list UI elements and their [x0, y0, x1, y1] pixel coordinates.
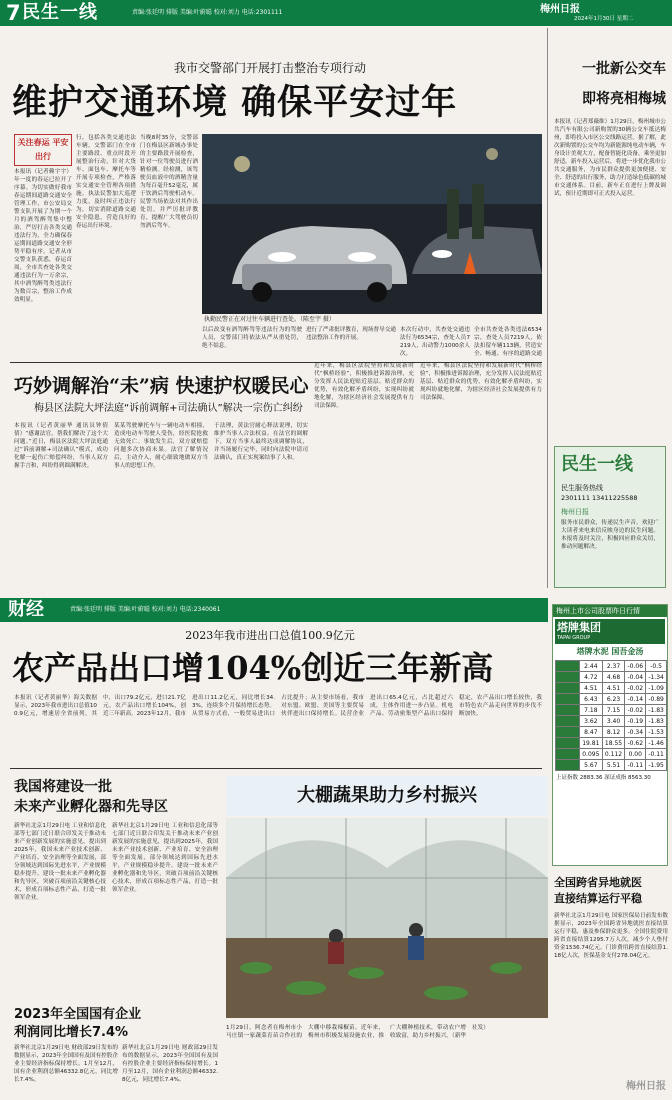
stock-cell: -1.83 — [646, 705, 667, 716]
stock-cell: 0.095 — [580, 749, 603, 760]
stock-logo: 塔牌集团 — [557, 621, 601, 634]
header-meta: 责编:张廷明 排版 美编:叶蔚聪 校对:刘力 电话:2301111 — [132, 9, 283, 16]
stock-cell: 3.62 — [580, 716, 603, 727]
stock-cell: 18.55 — [602, 738, 625, 749]
soe-body: 新华社北京1月29日电 财政部29日发布的数据显示，2023年全国国有及国有控股企业主要经济指标保持增长。1月至12月，国有企业利润总额46332.8亿元，同比增长7.4%。 — [14, 1045, 118, 1083]
stock-row — [556, 672, 667, 683]
hotline-label: 民生服务热线 — [561, 484, 603, 492]
stock-row — [556, 727, 667, 738]
stock-cell: -0.14 — [625, 694, 646, 705]
stock-row — [556, 705, 667, 716]
soe-headline-2: 利润同比增长7.4% — [14, 1025, 129, 1040]
insurance-headline-1: 全国跨省异地就医 — [554, 876, 642, 889]
traffic-photo — [202, 134, 542, 314]
stock-cell: -0.06 — [625, 661, 646, 672]
stock-code-cell — [556, 661, 580, 672]
divider — [10, 768, 542, 769]
stock-cell: -0.19 — [625, 716, 646, 727]
stock-cell: 2.44 — [580, 661, 603, 672]
hotline-number: 2301111 13411225588 — [561, 494, 638, 502]
stock-cell: 7.15 — [602, 705, 625, 716]
lead-col2: 行，包括各类交通违法车辆。交警部门在全市主要路段、重点时段开展整治行动，针对大货车、面包车、摩托车等开展专项检查，严格落实交通安全管理各项措施。执法民警加大巡逻力度，及时纠正违法行为，切实消除道路交通安全隐患，营造良好的春运出行环境。 — [76, 135, 136, 229]
stock-cell: -0.04 — [625, 672, 646, 683]
insurance-body: 新华社北京1月29日电 国家医保局日前发布数据显示，2023年全国跨省异地就医直接结算运行平稳，惠及参保群众更多。全国住院费用跨省直接结算1295.7万人次，减少个人垫付资金1536.74亿元。门诊费用跨省直接结算1.18亿人次，医保基金支付278.04亿元。 — [554, 913, 668, 959]
stock-cell: 8.12 — [602, 727, 625, 738]
lead-headline: 维护交通环境 确保平安过年 — [12, 82, 458, 123]
finance-kicker: 2023年我市进出口总值100.9亿元 — [185, 629, 355, 642]
lead-bottom2: 进行了严肃批评教育，现场督导交通违法整治工作的开展。 — [306, 327, 396, 341]
greenhouse-headline: 大棚蔬果助力乡村振兴 — [297, 785, 477, 806]
stock-cell: 6.23 — [602, 694, 625, 705]
stock-cell: -0.62 — [625, 738, 646, 749]
lead-col1: 本报讯（记者赖宇宇）年一度的春运已拉开了序幕。为切实做好我市春运期间道路交通安全管理工作，市公安局交警支队开展了为期一个月的酒驾醉驾集中整治，严厉打击各类交通违法行为，全力确保春运期间道路交通安全形势平稳有序。记者从市交警支队获悉，春运首周，全市共查处各类交通违法行为一万余宗，其中酒驾醉驾类违法行为数百宗，整治工作成效明显。 — [14, 169, 72, 303]
stock-row — [556, 716, 667, 727]
bus-body: 本报讯（记者郑薇维）1月29日，梅州城市公共汽车有限公司新购置的30辆公交车抵达梅州，即将投入市区公交线路运营。据了解，此次新购置的公交车均为新能源纯电动车辆，车身设计美观大方，配备智能化设备，乘坐更加舒适。新车投入运营后，将进一步优化我市公共交通服务，为市民群众提供更加便捷、安全、舒适的出行服务，助力打造绿色低碳的城市交通体系。目前，新车正在进行上牌及调试，预计近期即可正式投入运营。 — [554, 119, 666, 197]
stock-cell: 4.68 — [602, 672, 625, 683]
stock-cell: -1.09 — [646, 683, 667, 694]
greenhouse-photo — [226, 818, 548, 1018]
stock-cell: 3.40 — [602, 716, 625, 727]
stock-code-cell — [556, 738, 580, 749]
stock-code-cell — [556, 694, 580, 705]
stock-cell: -1.83 — [646, 716, 667, 727]
lead-kicker: 我市交警部门开展打击整治专项行动 — [173, 61, 366, 75]
photo-caption: 执勤民警正在对过往车辆进行查处。（陈至宇 摄） — [204, 316, 335, 323]
stock-cell: 2.37 — [602, 661, 625, 672]
stock-cell: -0.89 — [646, 694, 667, 705]
lead-badge-label: 关注春运 平安出行 — [17, 138, 69, 161]
stock-cell: -0.34 — [625, 727, 646, 738]
incubator-body-2: 新华社北京1月29日电 工业和信息化部等七部门近日联合印发关于推动未来产业创新发展的实施意见，提出到2025年，我国未来产业技术创新、产业培育、安全治理等全面发展，部分领域达到国际先进水平，产业规模稳步提升。建设一批未来产业孵化器和先导区，突破百项前沿关键核心技术，形成百项标志性产品，打造一批领军企业。 — [112, 823, 218, 893]
stock-row — [556, 694, 667, 705]
bus-headline-1: 一批新公交车 — [582, 61, 666, 77]
stock-row — [556, 738, 667, 749]
incubator-headline-2: 未来产业孵化器和先导区 — [14, 799, 168, 815]
minsheng-box — [554, 446, 666, 588]
minsheng-body: 服务市民群众，传递民生声音，欢迎广大读者来电来信反映身边的民生问题。本报将及时关注，积极回应群众关切，推动问题解决。 — [561, 520, 659, 550]
lead-stats: 全市共查处各类违法6534宗，查处人员7219人，依法扣留车辆113辆，营造安全、畅通、有序的道路交通 — [474, 327, 542, 357]
court-col3: 于法理，黄法官耐心释法说理，切实维护当事人合法权益。在法官的调解下，双方当事人最终达成调解协议，并当场履行完毕，同时向法院申请司法确认，真正实现案结事了人和。 — [214, 423, 308, 461]
stock-slogan: 塔牌水泥 国吾金汤 — [576, 647, 644, 656]
court-headline: 巧妙调解治“未”病 快速护权暖民心 — [14, 375, 309, 397]
stock-cell: 4.72 — [580, 672, 603, 683]
soe-body-2: 新华社北京1月29日电 财政部29日发布的数据显示，2023年全国国有及国有控股企业主要经济指标保持增长。1月至12月，国有企业利润总额46332.8亿元，同比增长7.4%。 — [122, 1045, 218, 1083]
stock-cell: -1.34 — [646, 672, 667, 683]
paper-name: 梅州日报 — [540, 4, 580, 15]
finance-headline: 农产品出口增104%创近三年新高 — [12, 649, 494, 687]
finance-header — [0, 598, 548, 622]
stock-cell: 0.00 — [625, 749, 646, 760]
lead-bottom3: 本次行动中，共查处交通违法行为6534宗，查处人员7219人，出动警力1000余人次。 — [400, 327, 470, 357]
greenhouse-caption: 1月29日，阿念者在梅州市小马庄镇一家蔬菜育苗合作社的大棚中移栽辣椒苗。近年来，梅州市积极发展设施农业，推广大棚种植技术，带动农户增收致富，助力乡村振兴。（新华社发） — [226, 1025, 489, 1039]
stock-code-cell — [556, 683, 580, 694]
stock-cell: 6.43 — [580, 694, 603, 705]
lead-col3: 当晚8时35分，交警部门在梅县区新城办事处的主要路段开展检查，针对一位驾驶员进行酒精检测。经检测，该驾驶员血液中的酒精含量为每百毫升52毫克，属于饮酒后驾驶机动车。民警当场依法对其作出处罚，并严厉批评教育，提醒广大驾驶员切勿酒后驾车。 — [140, 135, 198, 229]
stock-cell: -1.46 — [646, 738, 667, 749]
stock-cell: 5.67 — [580, 760, 603, 771]
page-header — [0, 0, 672, 26]
lead-badge — [14, 134, 72, 166]
header-date: 2024年1月30日 星期二 — [574, 16, 634, 22]
soe-headline-1: 2023年全国国有企业 — [14, 1007, 142, 1022]
page-number: 7 — [6, 1, 21, 25]
finance-meta: 责编:张廷明 排版 美编:叶蔚聪 校对:刘力 电话:2340061 — [70, 606, 221, 613]
court-col2: 某某驾驶摩托车与一辆电动车相撞，造成电动车驾驶人受伤，经医院抢救无效死亡。事故发生后，双方就赔偿问题多次协商未果。法官了解情况后，主动介入，耐心细致地做双方当事人的思想工作。 — [114, 423, 208, 469]
court-col5: 近年来，梅县区法院坚持和发展新时代“枫桥经验”，积极推进诉源治理，充分发挥人民法庭贴近基层、贴近群众的优势，有效化解矛盾纠纷，实现纠纷就地化解，为辖区经济社会发展提供有力司法保障。 — [420, 363, 542, 401]
incubator-body: 新华社北京1月29日电 工业和信息化部等七部门近日联合印发关于推动未来产业创新发展的实施意见，提出到2025年，我国未来产业技术创新、产业培育、安全治理等全面发展，部分领域达到国际先进水平，产业规模稳步提升。建设一批未来产业孵化器和先导区，突破百项前沿关键核心技术，形成百项标志性产品，打造一批领军企业。 — [14, 823, 106, 901]
stock-cell: -0.11 — [625, 760, 646, 771]
stock-cell: -0.5 — [646, 661, 667, 672]
bus-headline-2: 即将亮相梅城 — [582, 91, 666, 107]
greenhouse-banner — [226, 776, 548, 816]
court-col1: 本报讯（记者黄丽华 通讯员钟倩倩）“感谢法官，帮我们解决了这个大问题。”近日，梅县区法院大坪法庭通过“诉前调解+司法确认”模式，成功化解一起伤亡赔偿纠纷，当事人双方握手言和，纠纷得到圆满解决。 — [14, 423, 108, 469]
stock-row — [556, 760, 667, 771]
stock-cell: 5.51 — [602, 760, 625, 771]
stock-cell: -1.53 — [646, 727, 667, 738]
minsheng-sub: 梅州日报 — [561, 508, 589, 516]
stock-cell: 4.51 — [580, 683, 603, 694]
watermark: 梅州日报 — [626, 1081, 666, 1092]
lead-bottom1: 以后改变有酒驾醉驾等违法行为的驾驶人员，交警部门将依法从严从重处罚，绝不姑息。 — [202, 327, 302, 349]
stock-cell: 0.112 — [602, 749, 625, 760]
stock-cell: 8.47 — [580, 727, 603, 738]
stock-code-cell — [556, 716, 580, 727]
stock-cell: 4.51 — [602, 683, 625, 694]
stock-panel — [552, 604, 668, 866]
stock-code-cell — [556, 705, 580, 716]
stock-cell: 19.81 — [580, 738, 603, 749]
section-title: 民生一线 — [22, 2, 98, 23]
stock-cell: 7.18 — [580, 705, 603, 716]
finance-body: 本报讯（记者黄丽华）海关数据显示，2023年我市进出口总值100.9亿元，增速居全省前列。其中，出口79.2亿元，进口21.7亿元。农产品出口增长104%，创近三年新高。2023年12月，我市进出口11.2亿元，同比增长34.3%，连续多个月保持增长态势。从贸易方式看，一般贸易进出口占比提升；从主要市场看，我市对东盟、欧盟、美国等主要贸易伙伴进出口保持增长。民营企业进出口65.4亿元，占比超过六成，主体作用进一步凸显。机电产品、劳动密集型产品出口保持稳定，农产品出口增长较快，我市特色农产品走向世界的步伐不断加快。 — [14, 695, 542, 717]
column-divider — [547, 28, 548, 588]
stock-cell: -0.02 — [625, 683, 646, 694]
insurance-headline-2: 直接结算运行平稳 — [554, 892, 642, 905]
incubator-headline-1: 我国将建设一批 — [14, 779, 112, 795]
stock-logo-en: TAPAI GROUP — [557, 635, 591, 641]
stock-code-cell — [556, 727, 580, 738]
stock-logo-box — [555, 619, 665, 644]
court-col4: 近年来，梅县区法院坚持和发展新时代“枫桥经验”，积极推进诉源治理，充分发挥人民法庭贴近基层、贴近群众的优势，有效化解矛盾纠纷，实现纠纷就地化解，为辖区经济社会发展提供有力司法保障。 — [314, 363, 414, 409]
stock-row — [556, 749, 667, 760]
stock-title: 梅州上市公司股票昨日行情 — [553, 605, 667, 617]
stock-code-cell — [556, 749, 580, 760]
stock-table — [555, 660, 667, 771]
stock-cell: -1.95 — [646, 760, 667, 771]
stock-row — [556, 661, 667, 672]
minsheng-logo: 民生一线 — [561, 454, 633, 475]
court-subhead: 梅县区法院大坪法庭“诉前调解+司法确认”解决一宗伤亡纠纷 — [34, 403, 303, 414]
stock-code-cell — [556, 672, 580, 683]
stock-cell: -0.11 — [646, 749, 667, 760]
finance-section: 财经 — [8, 599, 44, 620]
stock-code-cell — [556, 760, 580, 771]
stock-foot: 上证指数 2883.36 深证成指 8563.30 — [556, 775, 651, 781]
stock-row — [556, 683, 667, 694]
stock-cell: -0.02 — [625, 705, 646, 716]
